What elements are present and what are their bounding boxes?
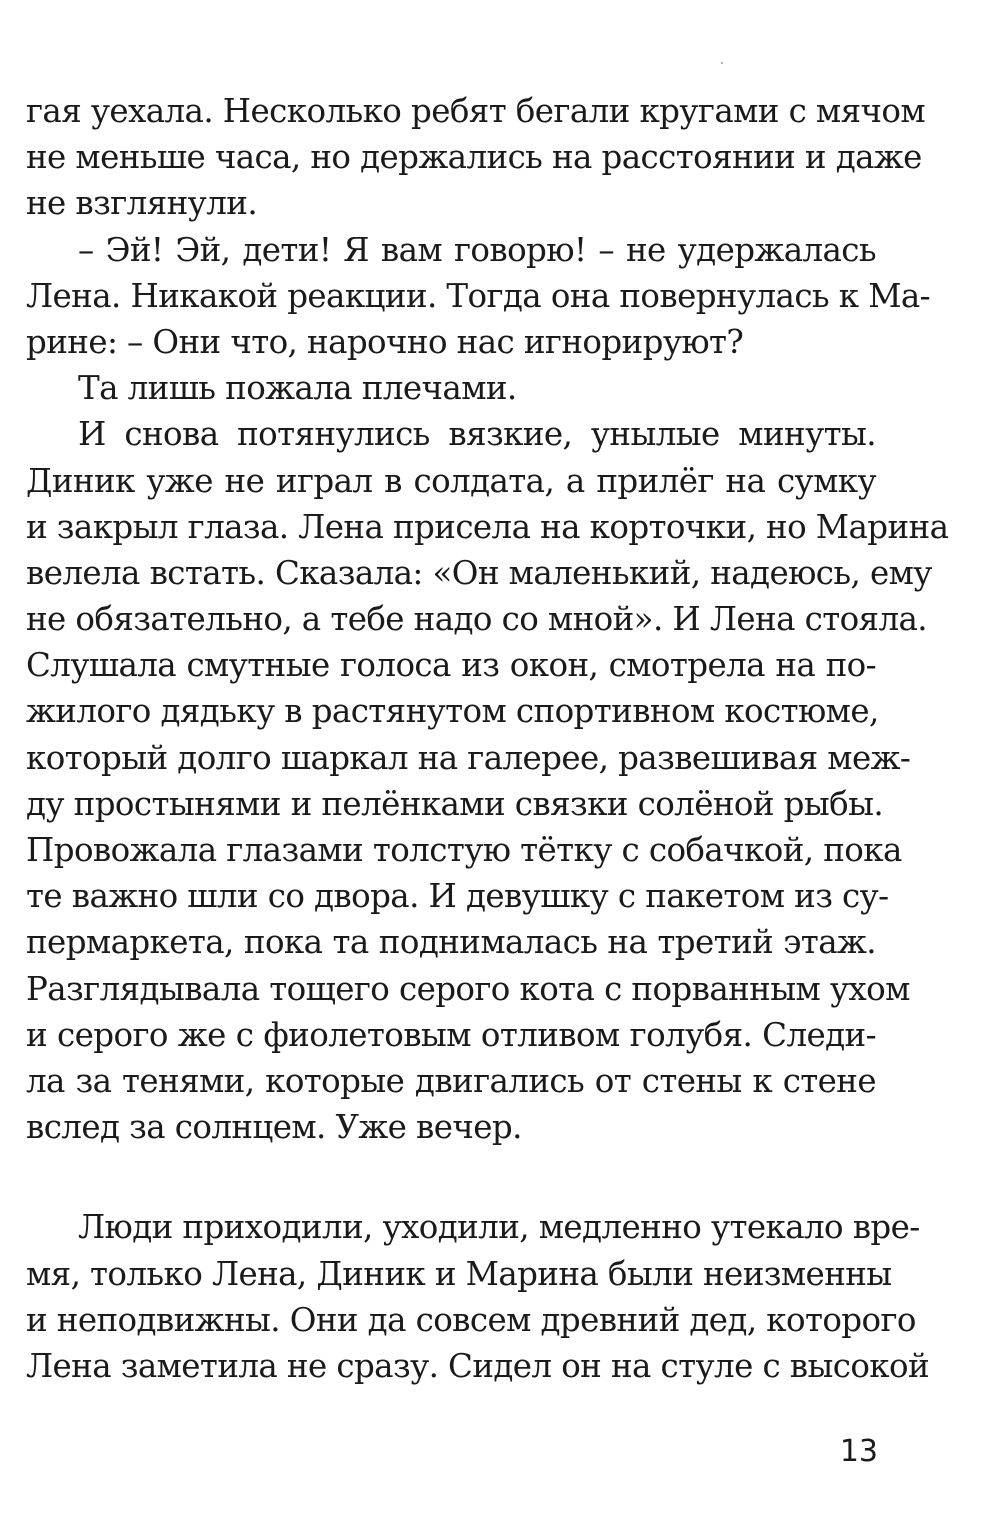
text-line: Лена заметила не сразу. Сидел он на стуле с высокой [26,1346,930,1385]
text-line: и серого же с фиолетовым отливом голубя. Следи- [26,1015,876,1054]
paragraph [26,1204,930,1389]
text-line: – Эй! Эй, дети! Я вам говорю! – не удержалась [78,230,876,269]
paragraph [26,88,926,227]
text-line: велела встать. Сказала: «Он маленький, надеюсь, ему [26,553,932,592]
text-line: Диник уже не играл в солдата, а прилёг на сумку [26,461,876,500]
text-line: который долго шаркал на галерее, развешивая меж- [26,738,911,777]
paragraph [26,365,876,411]
text-line: Провожала глазами толстую тётку с собачкой, пока [26,831,902,869]
text-line: рине: – Они что, нарочно нас игнорируют? [26,322,744,361]
paragraph [26,227,931,366]
text-line: ду простынями и пелёнками связки солёной рыбы. [26,784,884,823]
text-line: те важно шли со двора. И девушку с пакетом из су- [26,877,889,916]
text-line: И снова потянулись вязкие, унылые минуты. [78,415,876,454]
text-line: и неподвижны. Они да совсем древний дед, которого [26,1300,916,1339]
text-line: не обязательно, а тебе надо со мной». И Лена стояла. [26,600,928,639]
paragraph [26,411,949,1150]
text-line: ла за тенями, которые двигались от стены к стене [26,1061,876,1100]
section-break [26,1150,876,1204]
text-line: не меньше часа, но держались на расстоянии и даже [26,138,922,177]
text-line: не взглянули. [26,184,258,223]
text-line: Слушала смутные голоса из окон, смотрела на по- [26,646,876,685]
text-line: и закрыл глаза. Лена присела на корточки, но Марина [26,507,949,546]
text-line: жилого дядьку в растянутом спортивном костюме, [26,692,879,731]
text-line: пермаркета, пока та поднималась на третий этаж. [26,923,876,962]
book-page-text [26,88,949,1389]
text-line: Разглядывала тощего серого кота с порванным ухом [26,969,910,1008]
text-line: вслед за солнцем. Уже вечер. [26,1108,522,1147]
text-line: Лена. Никакой реакции. Тогда она повернулась к Ма- [26,276,931,315]
text-line: мя, только Лена, Диник и Марина были неизменны [26,1254,892,1293]
text-line: Та лишь пожала плечами. [78,369,517,408]
text-line: Люди приходили, уходили, медленно утекало вре- [78,1208,920,1247]
page-number: 13 [839,1434,878,1469]
text-line: гая уехала. Несколько ребят бегали кругами с мячом [26,92,926,130]
scan-speck [721,62,723,64]
